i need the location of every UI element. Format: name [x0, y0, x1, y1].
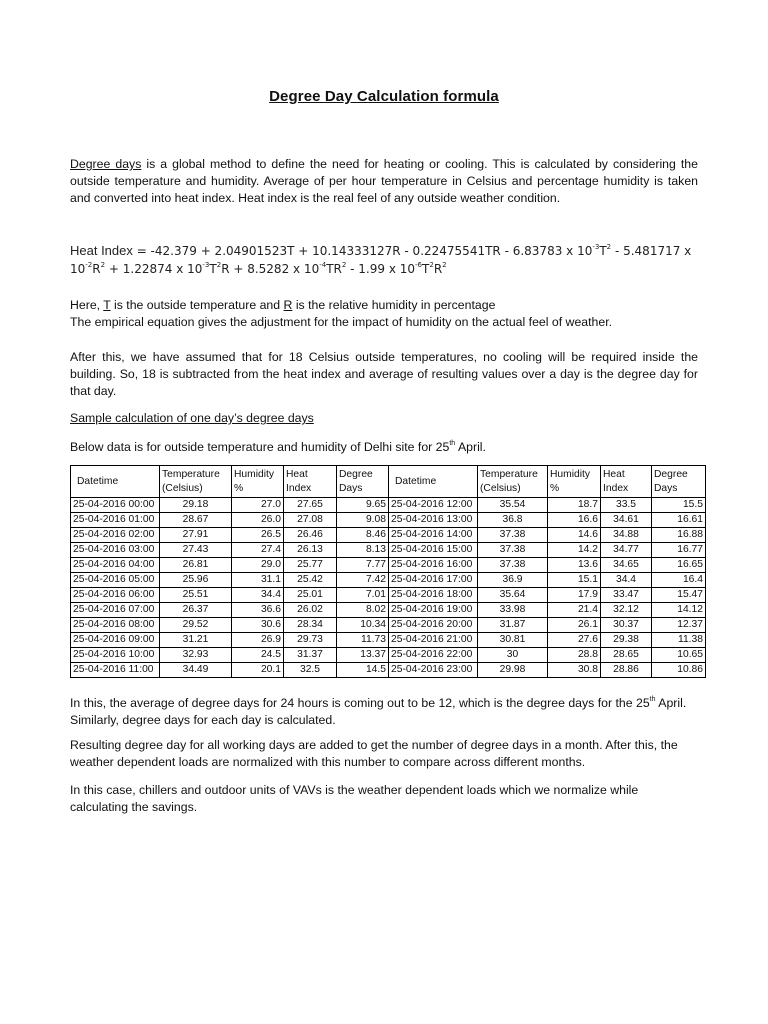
- table-body: [71, 498, 706, 678]
- table-cell: 34.77: [601, 543, 652, 558]
- table-cell: 34.4: [601, 573, 652, 588]
- table-cell: 25-04-2016 07:00: [71, 603, 160, 618]
- table-cell: 33.98: [478, 603, 548, 618]
- table-cell: 30.8: [548, 663, 601, 678]
- table-cell: 7.42: [337, 573, 389, 588]
- table-cell: 27.65: [284, 498, 337, 513]
- header-humidity: Humidity %: [548, 466, 601, 498]
- table-cell: 14.12: [652, 603, 706, 618]
- table-row: [71, 633, 706, 648]
- table-cell: 25-04-2016 13:00: [389, 513, 478, 528]
- table-cell: 29.18: [160, 498, 232, 513]
- table-cell: 36.9: [478, 573, 548, 588]
- table-cell: 25-04-2016 10:00: [71, 648, 160, 663]
- table-cell: 11.38: [652, 633, 706, 648]
- formula-part: + 1.22874 x 10: [105, 262, 203, 276]
- table-row: [71, 513, 706, 528]
- table-cell: 15.47: [652, 588, 706, 603]
- header-heat-index: Heat Index: [284, 466, 337, 498]
- table-cell: 31.37: [284, 648, 337, 663]
- data-intro: [70, 439, 698, 456]
- formula-part: T: [422, 262, 430, 276]
- table-cell: 10.65: [652, 648, 706, 663]
- table-cell: 30.6: [232, 618, 284, 633]
- formula-exponent: -2: [85, 261, 93, 269]
- formula-label: Heat Index: [70, 243, 133, 258]
- table-cell: 29.98: [478, 663, 548, 678]
- table-cell: 27.43: [160, 543, 232, 558]
- formula-part: R: [92, 262, 101, 276]
- formula-exponent: -6: [415, 261, 422, 269]
- table-cell: 28.65: [601, 648, 652, 663]
- table-cell: 28.86: [601, 663, 652, 678]
- table-cell: 25-04-2016 02:00: [71, 528, 160, 543]
- monthly-paragraph: Resulting degree day for all working days are added to get the number of degree days in a month. After this, the weather dependent loads are normalized with this number to compare across different months.: [70, 738, 678, 769]
- table-cell: 26.46: [284, 528, 337, 543]
- table-cell: 25.51: [160, 588, 232, 603]
- formula-exponent: 2: [606, 243, 612, 251]
- formula-exponent: 2: [216, 261, 222, 269]
- table-cell: 36.8: [478, 513, 548, 528]
- table-cell: 33.5: [601, 498, 652, 513]
- table-cell: 26.81: [160, 558, 232, 573]
- formula-exponent: 2: [442, 261, 447, 269]
- table-cell: 34.61: [601, 513, 652, 528]
- data-intro-text: Below data is for outside temperature and humidity of Delhi site for 25: [70, 440, 450, 454]
- formula-part: - 1.99 x 10: [346, 262, 416, 276]
- table-cell: 25-04-2016 11:00: [71, 663, 160, 678]
- table-cell: 32.93: [160, 648, 232, 663]
- table-cell: 16.65: [652, 558, 706, 573]
- table-cell: 28.34: [284, 618, 337, 633]
- header-degree-days: Degree Days: [652, 466, 706, 498]
- table-cell: 25-04-2016 16:00: [389, 558, 478, 573]
- table-cell: 7.77: [337, 558, 389, 573]
- table-row: [71, 528, 706, 543]
- data-intro-text: April.: [455, 440, 486, 454]
- table-cell: 12.37: [652, 618, 706, 633]
- table-cell: 29.38: [601, 633, 652, 648]
- degree-day-table: [70, 465, 706, 678]
- table-cell: 26.1: [548, 618, 601, 633]
- formula-exponent: -4: [319, 261, 327, 269]
- table-cell: 10.34: [337, 618, 389, 633]
- formula-part: T: [599, 244, 607, 258]
- formula-part: = -42.379 + 2.04901523T + 10.14333127R - 0.22475541TR - 6.83783 x 10: [132, 244, 593, 258]
- table-cell: 37.38: [478, 528, 548, 543]
- sample-heading: Sample calculation of one day’s degree days: [70, 411, 314, 425]
- table-cell: 25-04-2016 04:00: [71, 558, 160, 573]
- table-cell: 35.64: [478, 588, 548, 603]
- ordinal-suffix: th: [449, 440, 456, 447]
- table-cell: 8.46: [337, 528, 389, 543]
- table-cell: 25-04-2016 18:00: [389, 588, 478, 603]
- formula-part: R: [433, 262, 443, 276]
- table-row: [71, 573, 706, 588]
- table-row: [71, 603, 706, 618]
- heat-index-formula: [70, 242, 698, 278]
- table-cell: 27.6: [548, 633, 601, 648]
- table-cell: 25-04-2016 06:00: [71, 588, 160, 603]
- table-cell: 30: [478, 648, 548, 663]
- table-cell: 13.6: [548, 558, 601, 573]
- table-cell: 25-04-2016 14:00: [389, 528, 478, 543]
- table-cell: 27.0: [232, 498, 284, 513]
- average-paragraph: [70, 695, 698, 729]
- table-cell: 26.0: [232, 513, 284, 528]
- ordinal-suffix: th: [649, 696, 656, 703]
- table-cell: 26.37: [160, 603, 232, 618]
- table-cell: 21.4: [548, 603, 601, 618]
- table-cell: 14.5: [337, 663, 389, 678]
- table-cell: 25-04-2016 17:00: [389, 573, 478, 588]
- table-cell: 30.37: [601, 618, 652, 633]
- table-cell: 26.13: [284, 543, 337, 558]
- table-cell: 14.2: [548, 543, 601, 558]
- table-row: [71, 648, 706, 663]
- table-cell: 7.01: [337, 588, 389, 603]
- table-cell: 29.52: [160, 618, 232, 633]
- table-cell: 34.4: [232, 588, 284, 603]
- header-datetime: Datetime: [389, 466, 478, 498]
- table-cell: 25-04-2016 15:00: [389, 543, 478, 558]
- table-cell: 27.91: [160, 528, 232, 543]
- table-cell: 26.5: [232, 528, 284, 543]
- table-cell: 32.12: [601, 603, 652, 618]
- variable-definitions: [70, 297, 698, 314]
- table-cell: 36.6: [232, 603, 284, 618]
- table-cell: 17.9: [548, 588, 601, 603]
- table-cell: 30.81: [478, 633, 548, 648]
- table-cell: 16.88: [652, 528, 706, 543]
- table-cell: 25-04-2016 03:00: [71, 543, 160, 558]
- header-degree-days: Degree Days: [337, 466, 389, 498]
- table-cell: 31.1: [232, 573, 284, 588]
- table-cell: 31.21: [160, 633, 232, 648]
- definition-text: Here,: [70, 298, 104, 312]
- table-cell: 24.5: [232, 648, 284, 663]
- table-cell: 16.6: [548, 513, 601, 528]
- table-cell: 25-04-2016 22:00: [389, 648, 478, 663]
- table-cell: 16.77: [652, 543, 706, 558]
- table-cell: 25-04-2016 12:00: [389, 498, 478, 513]
- table-cell: 13.37: [337, 648, 389, 663]
- assumption-paragraph: After this, we have assumed that for 18 Celsius outside temperatures, no cooling will be required inside the building. So, 18 is subtracted from the heat index and average of resulting values over a day is the degree day for that day.: [70, 350, 698, 398]
- table-cell: 8.13: [337, 543, 389, 558]
- table-row: [71, 558, 706, 573]
- average-text: In this, the average of degree days for 24 hours is coming out to be 12, which is the degree days for the 25: [70, 696, 650, 710]
- table-cell: 25.96: [160, 573, 232, 588]
- table-header-row: [71, 466, 706, 498]
- intro-paragraph: [70, 156, 698, 207]
- table-cell: 26.02: [284, 603, 337, 618]
- formula-exponent: -3: [592, 243, 600, 251]
- table-cell: 31.87: [478, 618, 548, 633]
- table-cell: 18.7: [548, 498, 601, 513]
- table-cell: 37.38: [478, 558, 548, 573]
- formula-part: R + 8.5282 x 10: [221, 262, 320, 276]
- table-row: [71, 663, 706, 678]
- formula-exponent: 2: [429, 261, 434, 269]
- table-cell: 15.1: [548, 573, 601, 588]
- table-row: [71, 588, 706, 603]
- table-cell: 8.02: [337, 603, 389, 618]
- header-datetime: Datetime: [71, 466, 160, 498]
- formula-part: TR: [326, 262, 342, 276]
- header-heat-index: Heat Index: [601, 466, 652, 498]
- formula-part: T: [209, 262, 217, 276]
- chillers-paragraph: In this case, chillers and outdoor units of VAVs is the weather dependent loads which we normalize while calculating the savings.: [70, 783, 639, 814]
- average-text: April. Similarly, degree days for each day is calculated.: [70, 696, 687, 727]
- header-humidity: Humidity %: [232, 466, 284, 498]
- table-cell: 25-04-2016 19:00: [389, 603, 478, 618]
- table-cell: 28.8: [548, 648, 601, 663]
- table-cell: 9.65: [337, 498, 389, 513]
- table-cell: 25.77: [284, 558, 337, 573]
- table-cell: 25-04-2016 08:00: [71, 618, 160, 633]
- table-cell: 28.67: [160, 513, 232, 528]
- table-row: [71, 543, 706, 558]
- table-cell: 9.08: [337, 513, 389, 528]
- table-cell: 10.86: [652, 663, 706, 678]
- table-cell: 32.5: [284, 663, 337, 678]
- table-cell: 29.0: [232, 558, 284, 573]
- degree-days-term: Degree days: [70, 157, 142, 171]
- definition-text: is the outside temperature and: [110, 298, 284, 312]
- table-cell: 14.6: [548, 528, 601, 543]
- formula-exponent: -3: [202, 261, 210, 269]
- table-cell: 34.88: [601, 528, 652, 543]
- table-cell: 15.5: [652, 498, 706, 513]
- table-cell: 34.49: [160, 663, 232, 678]
- table-cell: 25-04-2016 05:00: [71, 573, 160, 588]
- variable-t: T: [103, 298, 111, 312]
- empirical-note: The empirical equation gives the adjustment for the impact of humidity on the actual feel of weather.: [70, 315, 613, 329]
- table-cell: 16.4: [652, 573, 706, 588]
- table-cell: 35.54: [478, 498, 548, 513]
- page-title: Degree Day Calculation formula: [269, 88, 499, 105]
- variable-r: R: [283, 298, 293, 312]
- table-cell: 25-04-2016 23:00: [389, 663, 478, 678]
- definition-text: is the relative humidity in percentage: [292, 298, 496, 312]
- table-cell: 25-04-2016 01:00: [71, 513, 160, 528]
- table-cell: 25-04-2016 21:00: [389, 633, 478, 648]
- table-cell: 29.73: [284, 633, 337, 648]
- table-cell: 27.4: [232, 543, 284, 558]
- header-temperature: Temperature (Celsius): [478, 466, 548, 498]
- table-cell: 25.01: [284, 588, 337, 603]
- table-cell: 25-04-2016 09:00: [71, 633, 160, 648]
- table-row: [71, 498, 706, 513]
- intro-text: is a global method to define the need for heating or cooling. This is calculated by considering the outside temperature and humidity. Average of per hour temperature in Celsius and percentage humidity is taken and converted into heat index. Heat index is the real feel of any outside weather condition.: [70, 157, 698, 205]
- table-cell: 34.65: [601, 558, 652, 573]
- table-cell: 16.61: [652, 513, 706, 528]
- table-cell: 25-04-2016 00:00: [71, 498, 160, 513]
- table-cell: 20.1: [232, 663, 284, 678]
- table-cell: 25-04-2016 20:00: [389, 618, 478, 633]
- table-cell: 11.73: [337, 633, 389, 648]
- table-cell: 37.38: [478, 543, 548, 558]
- table-row: [71, 618, 706, 633]
- table-cell: 27.08: [284, 513, 337, 528]
- formula-exponent: 2: [100, 261, 106, 269]
- table-cell: 26.9: [232, 633, 284, 648]
- formula-part: - 5.481717 x 10: [70, 244, 692, 276]
- formula-exponent: 2: [341, 261, 347, 269]
- header-temperature: Temperature (Celsius): [160, 466, 232, 498]
- table-cell: 25.42: [284, 573, 337, 588]
- table-cell: 33.47: [601, 588, 652, 603]
